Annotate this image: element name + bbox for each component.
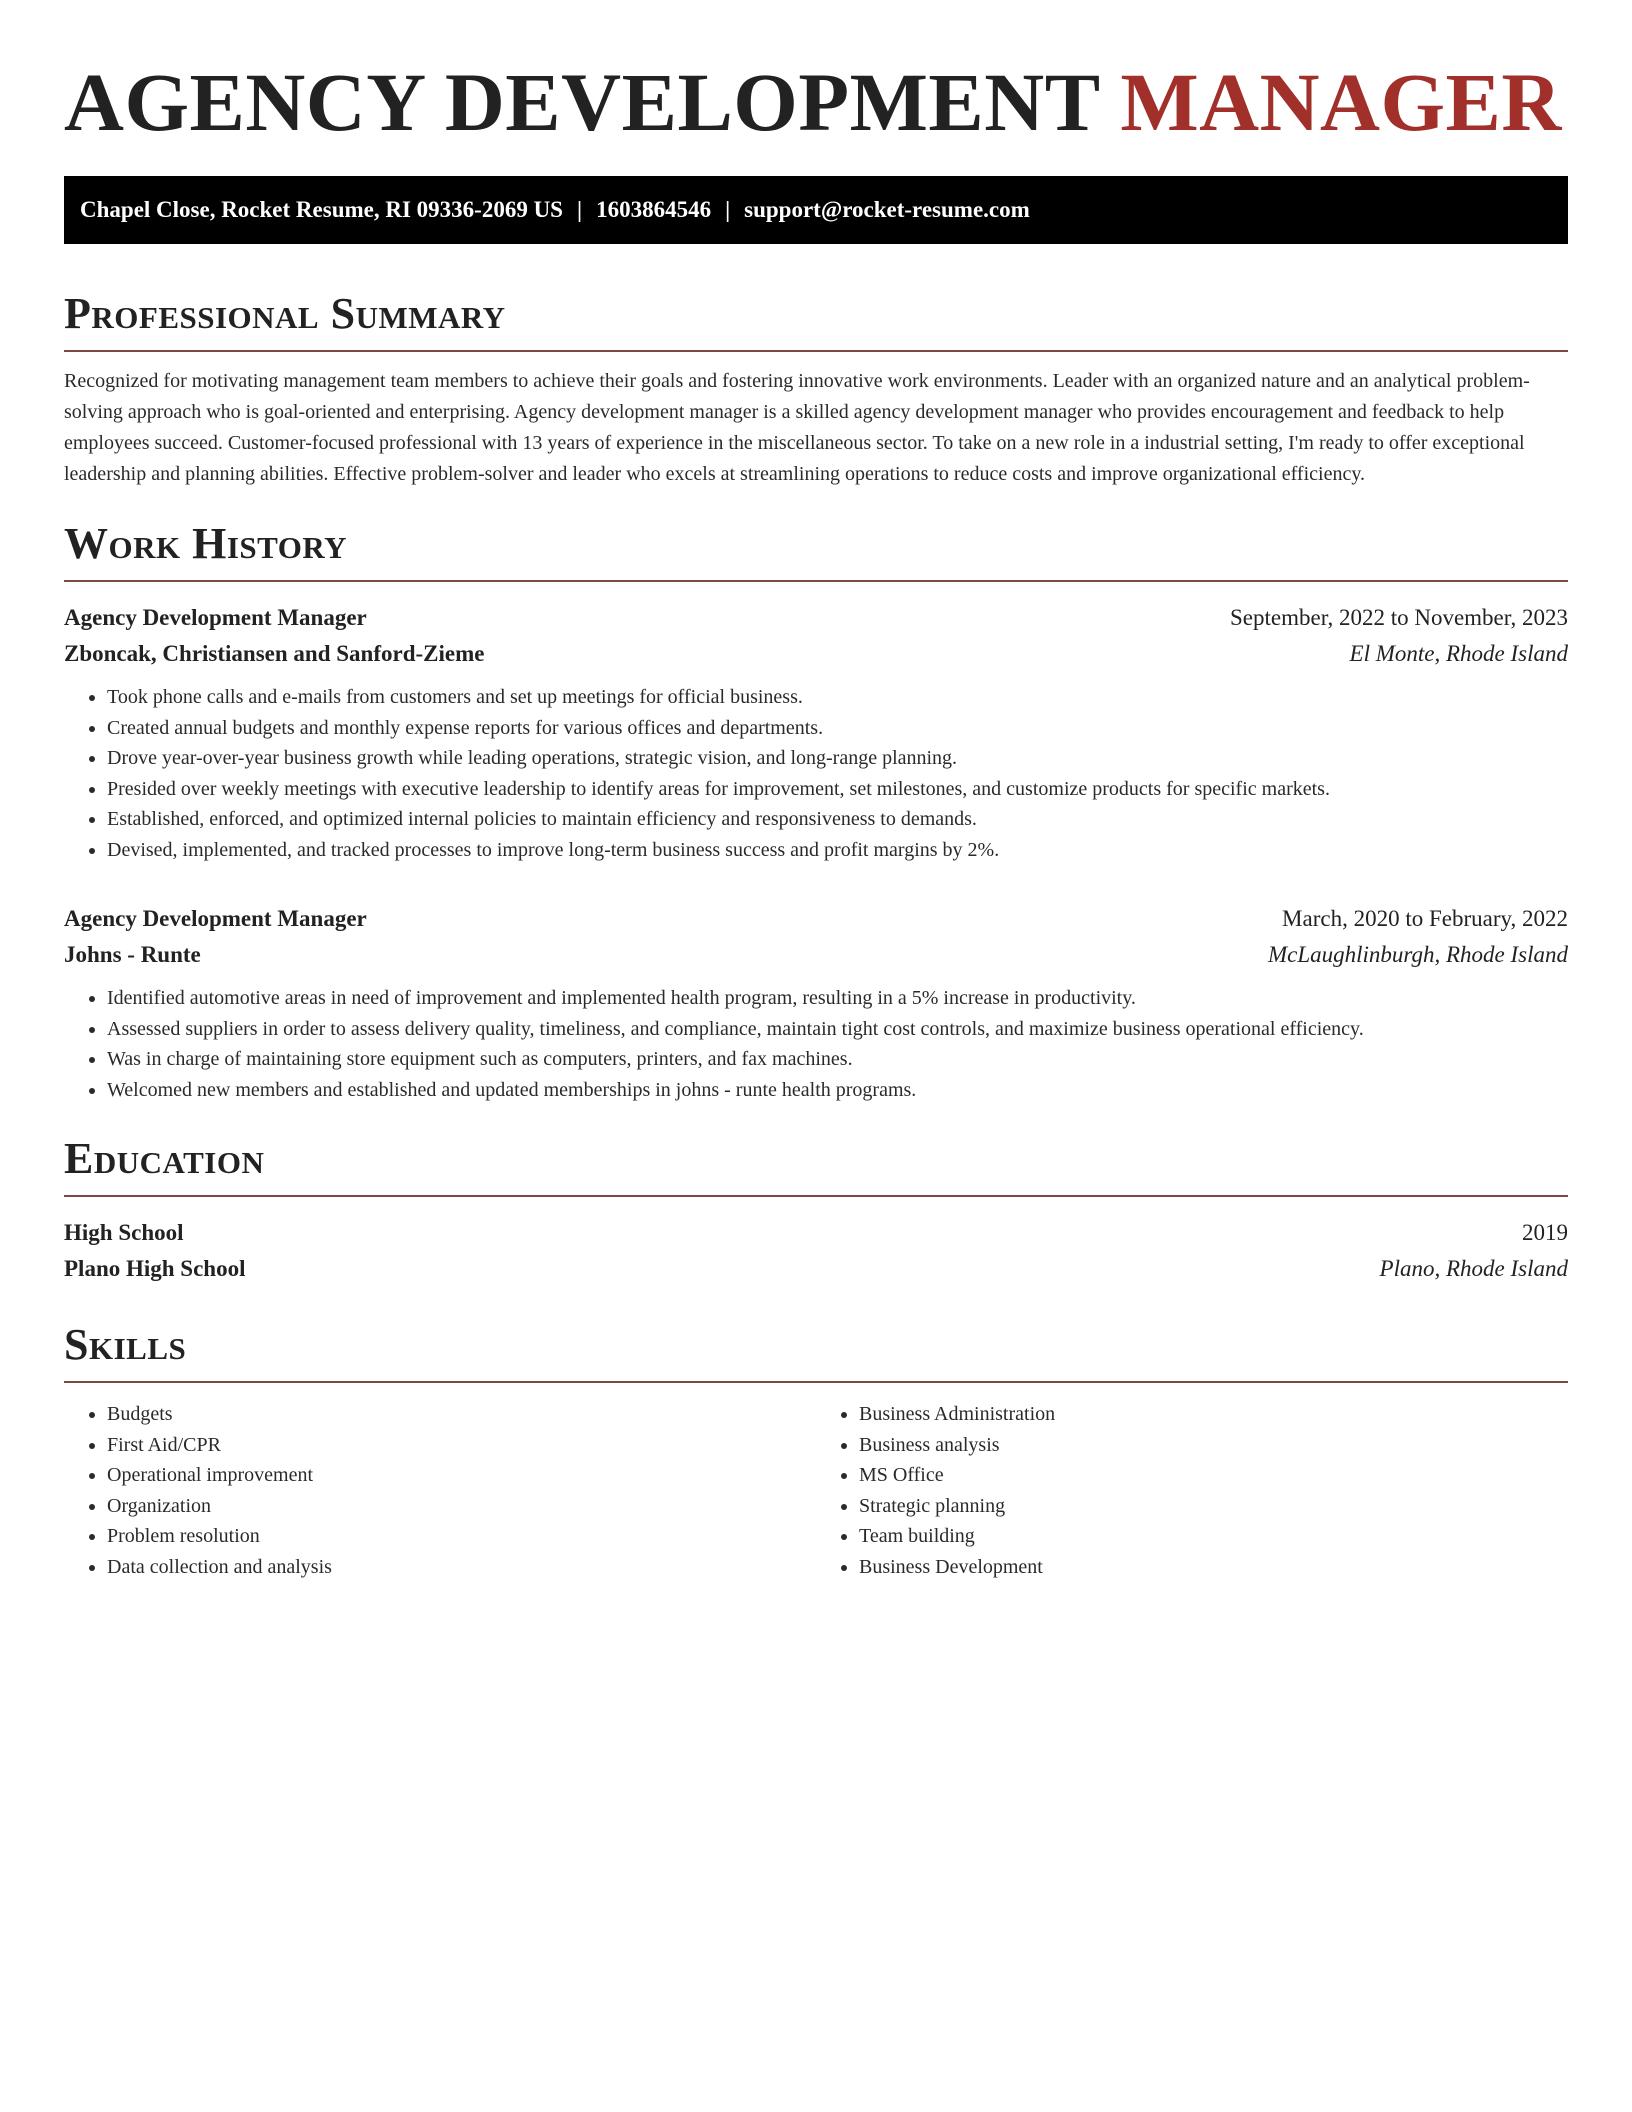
- skill-item: • Business Development: [859, 1552, 1568, 1583]
- section-divider: [64, 350, 1568, 352]
- job-company-row: [64, 636, 1568, 672]
- job-header-row: [64, 600, 1568, 636]
- section-divider: [64, 580, 1568, 582]
- skills-section: [64, 1317, 1568, 1582]
- job-title: Agency Development Manager: [64, 906, 367, 931]
- job-company: Zboncak, Christiansen and Sanford-Zieme: [64, 641, 485, 666]
- job-bullet: • Drove year-over-year business growth while leading operations, strategic vision, and long-range planning.: [107, 743, 1568, 774]
- job-bullet: • Welcomed new members and established and updated memberships in johns - runte health programs.: [107, 1075, 1568, 1106]
- education-year: 2019: [1522, 1220, 1568, 1245]
- skill-item: • Problem resolution: [107, 1521, 816, 1552]
- section-divider: [64, 1381, 1568, 1383]
- skill-item: • Team building: [859, 1521, 1568, 1552]
- skill-item: • Organization: [107, 1491, 816, 1522]
- skill-item: • Operational improvement: [107, 1460, 816, 1491]
- summary-heading: Professional Summary: [64, 289, 506, 338]
- work-history-section: [64, 516, 1568, 1105]
- job-bullet: • Was in charge of maintaining store equipment such as computers, printers, and fax machines.: [107, 1044, 1568, 1075]
- education-location: Plano, Rhode Island: [1379, 1256, 1568, 1281]
- education-section: [64, 1131, 1568, 1287]
- section-divider: [64, 1195, 1568, 1197]
- contact-separator: |: [725, 197, 731, 222]
- job-header-row: [64, 901, 1568, 937]
- contact-phone: 1603864546: [596, 197, 712, 222]
- job-location: El Monte, Rhode Island: [1349, 641, 1568, 666]
- job-bullet: • Presided over weekly meetings with executive leadership to identify areas for improvement, set milestones, and customize products for specific markets.: [107, 774, 1568, 805]
- job-entry: [64, 901, 1568, 1105]
- job-entry: [64, 600, 1568, 865]
- skills-column-right: [816, 1399, 1568, 1582]
- skills-heading: Skills: [64, 1320, 187, 1369]
- job-bullet: • Took phone calls and e-mails from customers and set up meetings for official business.: [107, 682, 1568, 713]
- job-dates: March, 2020 to February, 2022: [1282, 906, 1568, 931]
- skills-column-left: [64, 1399, 816, 1582]
- job-bullets: [64, 682, 1568, 865]
- job-company: Johns - Runte: [64, 942, 201, 967]
- skills-grid: [64, 1399, 1568, 1582]
- skill-item: • Budgets: [107, 1399, 816, 1430]
- education-header-row: [64, 1215, 1568, 1251]
- skill-item: • First Aid/CPR: [107, 1430, 816, 1461]
- contact-bar: [64, 176, 1568, 244]
- job-dates: September, 2022 to November, 2023: [1230, 605, 1568, 630]
- contact-address: Chapel Close, Rocket Resume, RI 09336-2069 US: [80, 197, 563, 222]
- job-bullet: • Devised, implemented, and tracked processes to improve long-term business success and profit margins by 2%.: [107, 835, 1568, 866]
- job-bullet: • Created annual budgets and monthly expense reports for various offices and departments.: [107, 713, 1568, 744]
- education-school: Plano High School: [64, 1256, 246, 1281]
- summary-section: [64, 286, 1568, 490]
- summary-text: Recognized for motivating management team members to achieve their goals and fostering innovative work environments. Leader with an organized nature and an analytical problem-solving approach who is goal-oriented and enterprising. Agency development manager is a skilled agency development manager who provides encouragement and feedback to help employees succeed. Customer-focused professional with 13 years of experience in the miscellaneous sector. To take on a new role in a industrial setting, I'm ready to offer exceptional leadership and planning abilities. Effective problem-solver and leader who excels at streamlining operations to reduce costs and improve organizational efficiency.: [64, 370, 1530, 485]
- education-entry: [64, 1215, 1568, 1287]
- work-history-heading: Work History: [64, 519, 348, 568]
- contact-email: support@rocket-resume.com: [744, 197, 1030, 222]
- job-bullets: [64, 983, 1568, 1105]
- job-bullet: • Assessed suppliers in order to assess delivery quality, timeliness, and compliance, maintain tight cost controls, and maximize business operational efficiency.: [107, 1014, 1568, 1045]
- skill-item: • MS Office: [859, 1460, 1568, 1491]
- job-bullet: • Established, enforced, and optimized internal policies to maintain efficiency and responsiveness to demands.: [107, 804, 1568, 835]
- skill-item: • Data collection and analysis: [107, 1552, 816, 1583]
- job-bullet: • Identified automotive areas in need of improvement and implemented health program, resulting in a 5% increase in productivity.: [107, 983, 1568, 1014]
- job-title: Agency Development Manager: [64, 605, 367, 630]
- resume-title: [64, 52, 1568, 152]
- job-location: McLaughlinburgh, Rhode Island: [1267, 942, 1568, 967]
- education-degree: High School: [64, 1220, 184, 1245]
- title-main: AGENCY DEVELOPMENT: [64, 56, 1100, 148]
- education-heading: Education: [64, 1134, 265, 1183]
- job-company-row: [64, 937, 1568, 973]
- title-accent: MANAGER: [1120, 56, 1562, 148]
- education-school-row: [64, 1251, 1568, 1287]
- skill-item: • Business Administration: [859, 1399, 1568, 1430]
- contact-separator: |: [576, 197, 583, 222]
- skill-item: • Business analysis: [859, 1430, 1568, 1461]
- skill-item: • Strategic planning: [859, 1491, 1568, 1522]
